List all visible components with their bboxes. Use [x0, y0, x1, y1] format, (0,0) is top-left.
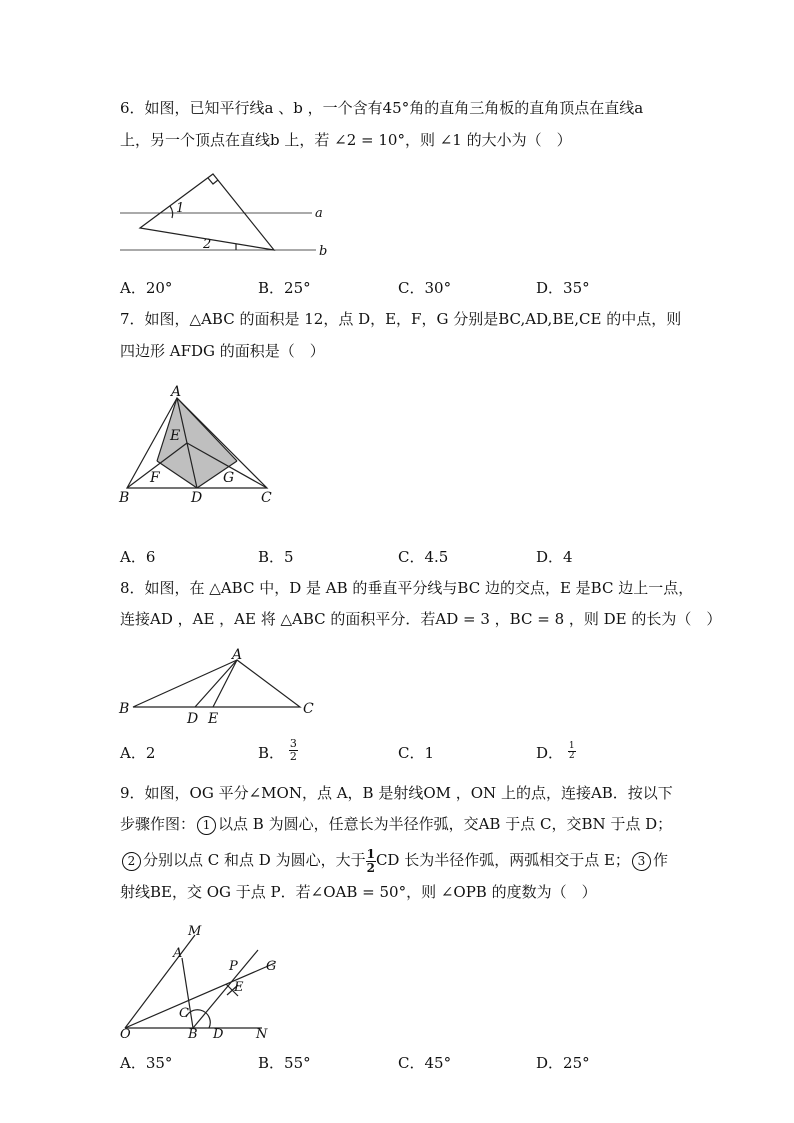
q8-option-d-numerator: 1: [568, 740, 575, 751]
q8-option-b-numerator: 3: [289, 736, 297, 750]
q8-text-line2: 连接AD ，AE ，AE 将 △ABC 的面积平分．若AD = 3 ，BC = 8 ，则 DE 的长为（ ）: [120, 610, 722, 628]
q8-point-e: E: [208, 711, 219, 727]
q7-point-f: F: [150, 470, 160, 486]
q8-figure: [115, 645, 325, 730]
q9-text-line2: [120, 814, 672, 835]
q9-step3-marker: 3: [632, 852, 651, 871]
q9-line2-start: 步骤作图：: [120, 815, 196, 833]
q9-options: [120, 1052, 720, 1072]
q7-text-line2: 四边形 AFDG 的面积是（ ）: [120, 342, 325, 360]
q8-option-a[interactable]: A．2: [120, 744, 156, 762]
q6-figure: [115, 168, 345, 263]
q8-option-d-fraction: [568, 742, 576, 761]
q8-option-c[interactable]: C．1: [398, 744, 435, 762]
q9-point-m: M: [188, 924, 202, 939]
q8-option-b-label: B．: [258, 744, 285, 762]
q9-point-e: E: [234, 980, 244, 995]
q7-options: [120, 546, 720, 566]
q8-vertex-a: A: [232, 647, 243, 663]
q8-option-b-fraction: [289, 738, 298, 763]
q6-angle1-label: 1: [176, 201, 185, 216]
q9-step2-marker: 2: [122, 852, 141, 871]
q9-point-c: C: [179, 1006, 189, 1021]
q9-option-b[interactable]: B．55°: [258, 1054, 311, 1072]
q9-half-numerator: 1: [366, 846, 375, 861]
q6-text-line2: 上，另一个顶点在直线b 上，若 ∠2 = 10°，则 ∠1 的大小为（ ）: [120, 131, 572, 149]
q6-angle2-label: 2: [203, 237, 212, 252]
q9-point-o: O: [120, 1027, 131, 1040]
q6-option-a[interactable]: A．20°: [120, 279, 173, 297]
q8-option-d-label: D．: [536, 744, 564, 762]
q6-line-b-label: b: [319, 244, 328, 259]
q6-option-b[interactable]: B．25°: [258, 279, 311, 297]
q9-step1-marker: 1: [197, 816, 216, 835]
q9-line3-start: 分别以点 C 和点 D 为圆心，大于: [143, 851, 366, 869]
q9-point-g: G: [266, 959, 277, 974]
q6-line-a-label: a: [315, 206, 323, 221]
q8-option-b[interactable]: [258, 736, 298, 763]
q7-figure: [115, 380, 285, 510]
q7-vertex-c: C: [261, 490, 272, 506]
q8-text-line1: 8．如图，在 △ABC 中，D 是 AB 的垂直平分线与BC 边的交点，E 是BC 边上一点，: [120, 579, 694, 597]
q7-text-line1: 7．如图，△ABC 的面积是 12，点 D，E，F，G 分别是BC,AD,BE,CE 的中点，则: [120, 310, 682, 328]
q6-text-line1: 6．如图，已知平行线a 、b ，一个含有45°角的直角三角板的直角顶点在直线a: [120, 99, 644, 117]
q7-option-c[interactable]: C．4.5: [398, 548, 449, 566]
q8-vertex-b: B: [119, 701, 130, 717]
q7-vertex-a: A: [171, 384, 182, 400]
q8-vertex-c: C: [303, 701, 314, 717]
q8-option-d[interactable]: [536, 742, 576, 763]
q9-point-a: A: [173, 946, 183, 961]
q9-half-denominator: 2: [366, 860, 375, 875]
q9-half-fraction: [366, 848, 376, 875]
q7-point-d: D: [191, 490, 203, 506]
q6-option-d[interactable]: D．35°: [536, 279, 590, 297]
q7-option-a[interactable]: A．6: [120, 548, 156, 566]
q6-option-c[interactable]: C．30°: [398, 279, 452, 297]
q9-text-line1: 9．如图，OG 平分∠MON，点 A，B 是射线OM ，ON 上的点，连接AB．按以下: [120, 784, 673, 802]
q9-point-n: N: [256, 1027, 268, 1040]
q9-option-a[interactable]: A．35°: [120, 1054, 173, 1072]
q9-option-d[interactable]: D．25°: [536, 1054, 590, 1072]
q9-text-line3: [120, 847, 668, 875]
q9-point-d: D: [213, 1027, 224, 1040]
q7-point-g: G: [223, 470, 235, 486]
q9-line3-middle: CD 长为半径作弧，两弧相交于点 E；: [375, 851, 630, 869]
q8-option-b-denominator: 2: [289, 749, 297, 763]
q6-options: [120, 277, 720, 297]
q7-option-b[interactable]: B．5: [258, 548, 294, 566]
q9-option-c[interactable]: C．45°: [398, 1054, 452, 1072]
q9-line3-end: 作: [652, 851, 668, 869]
q7-point-e: E: [170, 428, 181, 444]
q9-text-line4: 射线BE，交 OG 于点 P．若∠OAB = 50°，则 ∠OPB 的度数为（ ）: [120, 883, 597, 901]
q9-figure: [115, 920, 290, 1040]
q9-line2-end: 以点 B 为圆心，任意长为半径作弧，交AB 于点 C，交BN 于点 D；: [218, 815, 673, 833]
q8-option-d-denominator: 2: [568, 750, 575, 761]
q7-vertex-b: B: [119, 490, 130, 506]
q8-options: [120, 736, 720, 763]
q9-point-b: B: [188, 1027, 198, 1040]
q7-option-d[interactable]: D．4: [536, 548, 573, 566]
q9-point-p: P: [229, 959, 238, 974]
q8-point-d: D: [187, 711, 199, 727]
